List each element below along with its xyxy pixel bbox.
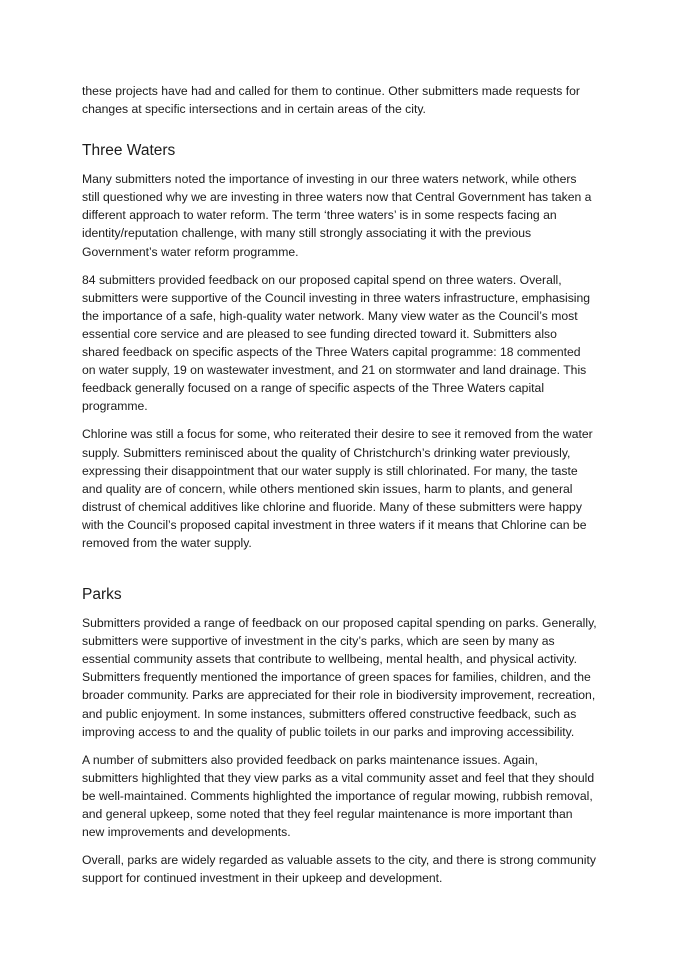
document-page	[82, 82, 597, 897]
three-waters-section	[82, 142, 597, 552]
three-waters-paragraph-2: 84 submitters provided feedback on our proposed capital spend on three waters. Overall, submitters were supportive of the Council investing in three waters infrastructure, emphasising the importance of a safe, high-quality water network. Many view water as the Council’s most essential core service and are pleased to see funding directed toward it. Submitters also shared feedback on specific aspects of the Three Waters capital programme: 18 commented on water supply, 19 on wastewater investment, and 21 on stormwater and land drainage. This feedback generally focused on a range of specific aspects of the Three Waters capital programme.	[82, 272, 591, 414]
parks-heading: Parks	[82, 586, 122, 604]
parks-paragraph-1: Submitters provided a range of feedback on our proposed capital spending on parks. Generally, submitters were supportive of investment in the city’s parks, which are seen by many as essential community assets that contribute to wellbeing, mental health, and physical activity. Submitters frequently mentioned the importance of green spaces for families, children, and the broader community. Parks are appreciated for their role in biodiversity improvement, recreation, and public enjoyment. In some instances, submitters offered constructive feedback, such as improving access to and the quality of public toilets in our parks and improving accessibility.	[82, 616, 597, 739]
three-waters-paragraph-3: Chlorine was still a focus for some, who reiterated their desire to see it removed from the water supply. Submitters reminisced about the quality of Christchurch’s drinking water previously, expressing their disappointment that our water supply is still chlorinated. For many, the taste and quality are of concern, while others mentioned skin issues, harm to plants, and general distrust of chemical additives like chlorine and fluoride. Many of these submitters were happy with the Council’s proposed capital investment in three waters if it means that Chlorine can be removed from the water supply.	[82, 427, 593, 550]
parks-paragraph-2: A number of submitters also provided feedback on parks maintenance issues. Again, submitters highlighted that they view parks as a vital community asset and feel that they should be well-maintained. Comments highlighted the importance of regular mowing, rubbish removal, and general upkeep, some noted that they feel regular maintenance is more important than new improvements and developments.	[82, 752, 595, 840]
three-waters-heading: Three Waters	[82, 142, 176, 160]
three-waters-paragraph-1: Many submitters noted the importance of investing in our three waters network, while others still questioned why we are investing in three waters now that Central Government has taken a different approach to water reform. The term ‘three waters’ is in some respects facing an identity/reputation challenge, with many still strongly associating it with the previous Government’s water reform programme.	[82, 172, 592, 259]
intro-paragraph: these projects have had and called for them to continue. Other submitters made requests for changes at specific intersections and in certain areas of the city.	[82, 84, 580, 117]
parks-paragraph-3: Overall, parks are widely regarded as valuable assets to the city, and there is strong community support for continued investment in their upkeep and development.	[82, 853, 596, 886]
parks-section	[82, 586, 597, 887]
